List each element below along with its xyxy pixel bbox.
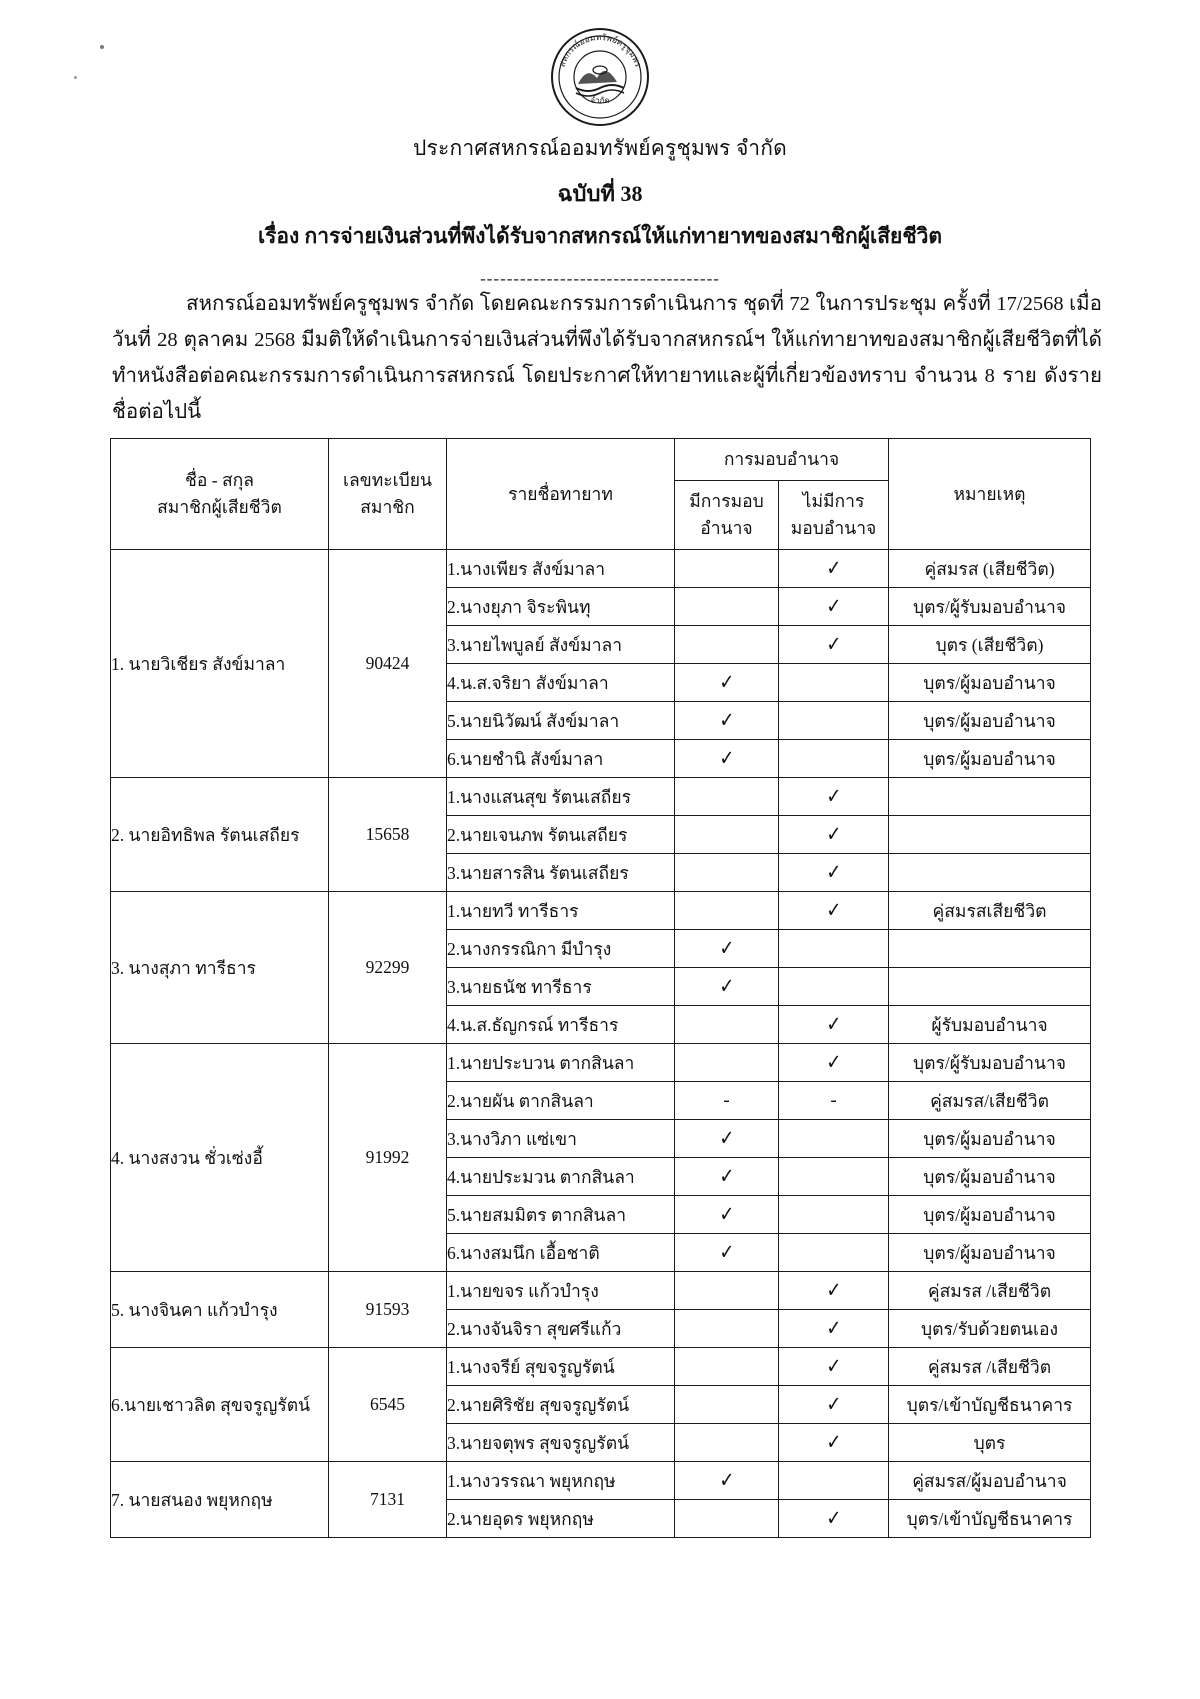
- cell-heir-name: 5.นายสมมิตร ตากสินลา: [447, 1196, 675, 1234]
- cell-heir-name: 5.นายนิวัฒน์ สังข์มาลา: [447, 702, 675, 740]
- cell-auth-yes: [675, 1386, 779, 1424]
- check-icon: ✓: [826, 593, 841, 618]
- cell-auth-yes: [675, 968, 779, 1006]
- cell-auth-yes: [675, 740, 779, 778]
- cell-heir-name: 1.นางเพียร สังข์มาลา: [447, 550, 675, 588]
- cell-auth-no: [779, 702, 889, 740]
- cell-auth-no: [779, 740, 889, 778]
- document-header: [0, 132, 1200, 289]
- cell-heir-name: 1.นายประบวน ตากสินลา: [447, 1044, 675, 1082]
- cell-auth-no: [779, 968, 889, 1006]
- table-row: [111, 1044, 1091, 1082]
- cell-member-name: 5. นางจินคา แก้วบำรุง: [111, 1272, 329, 1348]
- cell-auth-yes: [675, 1500, 779, 1538]
- th-member-name-line2: สมาชิกผู้เสียชีวิต: [157, 497, 282, 517]
- cell-auth-no: [779, 1234, 889, 1272]
- cell-auth-no: [779, 1044, 889, 1082]
- cell-auth-no: [779, 1462, 889, 1500]
- cell-auth-no: [779, 816, 889, 854]
- cell-registration-number: 91593: [329, 1272, 447, 1348]
- cell-auth-yes: [675, 1158, 779, 1196]
- check-icon: ✓: [826, 1315, 841, 1340]
- cell-heir-name: 2.นายศิริชัย สุขจรูญรัตน์: [447, 1386, 675, 1424]
- cell-auth-yes: [675, 702, 779, 740]
- cell-heir-name: 1.นางวรรณา พยุหกฤษ: [447, 1462, 675, 1500]
- cell-auth-yes: [675, 854, 779, 892]
- cell-auth-no: [779, 1158, 889, 1196]
- cell-auth-no: [779, 892, 889, 930]
- cell-remark: คู่สมรส/เสียชีวิต: [889, 1082, 1091, 1120]
- cell-auth-no: [779, 1348, 889, 1386]
- cell-auth-yes: [675, 1234, 779, 1272]
- cell-remark: บุตร/ผู้มอบอำนาจ: [889, 1196, 1091, 1234]
- cell-heir-name: 1.นายขจร แก้วบำรุง: [447, 1272, 675, 1310]
- check-icon: ✓: [826, 1011, 841, 1036]
- check-icon: ✓: [826, 1049, 841, 1074]
- cell-heir-name: 2.นางยุภา จิระพินทุ: [447, 588, 675, 626]
- cell-heir-name: 2.นายเจนภพ รัตนเสถียร: [447, 816, 675, 854]
- cell-heir-name: 4.น.ส.จริยา สังข์มาลา: [447, 664, 675, 702]
- check-icon: ✓: [719, 669, 734, 694]
- check-icon: ✓: [719, 1125, 734, 1150]
- check-icon: ✓: [719, 973, 734, 998]
- cell-auth-no: [779, 854, 889, 892]
- cell-auth-no: [779, 1500, 889, 1538]
- dash-icon: -: [830, 1089, 837, 1111]
- cell-heir-name: 3.นายไพบูลย์ สังข์มาลา: [447, 626, 675, 664]
- th-auth-no-line2: มอบอำนาจ: [790, 518, 877, 538]
- check-icon: ✓: [719, 1201, 734, 1226]
- th-reg-no: [329, 439, 447, 550]
- cell-auth-no: [779, 626, 889, 664]
- cell-auth-no: [779, 778, 889, 816]
- cell-registration-number: 92299: [329, 892, 447, 1044]
- cell-remark: บุตร/รับด้วยตนเอง: [889, 1310, 1091, 1348]
- cell-member-name: 6.นายเชาวลิต สุขจรูญรัตน์: [111, 1348, 329, 1462]
- cell-remark: บุตร/ผู้รับมอบอำนาจ: [889, 1044, 1091, 1082]
- check-icon: ✓: [826, 1505, 841, 1530]
- table-header-row-1: [111, 439, 1091, 481]
- cell-heir-name: 3.นายจตุพร สุขจรูญรัตน์: [447, 1424, 675, 1462]
- cell-heir-name: 6.นายชำนิ สังข์มาลา: [447, 740, 675, 778]
- cell-heir-name: 3.นางวิภา แซ่เขา: [447, 1120, 675, 1158]
- cell-auth-no: [779, 1006, 889, 1044]
- check-icon: ✓: [826, 821, 841, 846]
- cell-auth-yes: [675, 1006, 779, 1044]
- cell-remark: [889, 778, 1091, 816]
- cell-registration-number: 6545: [329, 1348, 447, 1462]
- table-row: [111, 1348, 1091, 1386]
- cell-remark: บุตร (เสียชีวิต): [889, 626, 1091, 664]
- cell-heir-name: 4.น.ส.ธัญกรณ์ ทารีธาร: [447, 1006, 675, 1044]
- body-paragraph: [112, 286, 1102, 430]
- cell-remark: คู่สมรส /เสียชีวิต: [889, 1348, 1091, 1386]
- cell-auth-yes: [675, 930, 779, 968]
- cell-heir-name: 4.นายประมวน ตากสินลา: [447, 1158, 675, 1196]
- table-row: [111, 550, 1091, 588]
- check-icon: ✓: [826, 1353, 841, 1378]
- cell-auth-yes: [675, 1462, 779, 1500]
- th-reg-no-line1: เลขทะเบียน: [343, 470, 432, 490]
- cell-remark: [889, 930, 1091, 968]
- th-member-name: [111, 439, 329, 550]
- check-icon: ✓: [719, 1467, 734, 1492]
- cell-remark: บุตร/ผู้มอบอำนาจ: [889, 1158, 1091, 1196]
- cell-member-name: 1. นายวิเชียร สังข์มาลา: [111, 550, 329, 778]
- heirs-table-wrapper: [110, 438, 1090, 1538]
- cell-auth-yes: [675, 1120, 779, 1158]
- cell-auth-no: [779, 1272, 889, 1310]
- check-icon: ✓: [826, 555, 841, 580]
- cell-auth-no: [779, 550, 889, 588]
- heirs-table: [110, 438, 1091, 1538]
- table-row: [111, 1272, 1091, 1310]
- th-member-name-line1: ชื่อ - สกุล: [185, 470, 254, 490]
- cell-auth-no: [779, 1196, 889, 1234]
- paragraph-text: สหกรณ์ออมทรัพย์ครูชุมพร จำกัด โดยคณะกรรมการดำเนินการ ชุดที่ 72 ในการประชุม ครั้งที่ 17/2568 เมื่อวันที่ 28 ตุลาคม 2568 มีมติให้ดำเนินการจ่ายเงินส่วนที่พึงได้รับจากสหกรณ์ฯ ให้แก่ทายาทของสมาชิกผู้เสียชีวิตที่ได้ทำหนังสือต่อคณะกรรมการดำเนินการสหกรณ์ โดยประกาศให้ทายาทและผู้ที่เกี่ยวข้องทราบ จำนวน 8 ราย ดังรายชื่อต่อไปนี้: [112, 293, 1102, 423]
- cell-heir-name: 2.นางจันจิรา สุขศรีแก้ว: [447, 1310, 675, 1348]
- cell-heir-name: 2.นางกรรณิกา มีบำรุง: [447, 930, 675, 968]
- check-icon: ✓: [826, 783, 841, 808]
- cell-remark: บุตร/ผู้มอบอำนาจ: [889, 1234, 1091, 1272]
- cell-auth-yes: [675, 816, 779, 854]
- th-auth-no-line1: ไม่มีการ: [802, 491, 865, 511]
- svg-text:จำกัด: จำกัด: [590, 96, 610, 105]
- cell-auth-no: [779, 664, 889, 702]
- cell-auth-yes: [675, 1310, 779, 1348]
- table-header: [111, 439, 1091, 550]
- cell-remark: [889, 968, 1091, 1006]
- dash-icon: -: [723, 1089, 730, 1111]
- cell-remark: บุตร/ผู้มอบอำนาจ: [889, 664, 1091, 702]
- cell-auth-no: [779, 1120, 889, 1158]
- cell-auth-no: [779, 588, 889, 626]
- check-icon: ✓: [719, 745, 734, 770]
- cell-registration-number: 90424: [329, 550, 447, 778]
- cell-registration-number: 15658: [329, 778, 447, 892]
- table-row: [111, 892, 1091, 930]
- cell-auth-yes: [675, 778, 779, 816]
- cell-heir-name: 2.นายอุดร พยุหกฤษ: [447, 1500, 675, 1538]
- cell-auth-yes: [675, 550, 779, 588]
- check-icon: ✓: [826, 631, 841, 656]
- cell-remark: [889, 854, 1091, 892]
- cell-member-name: 7. นายสนอง พยุหกฤษ: [111, 1462, 329, 1538]
- cell-heir-name: 3.นายธนัช ทารีธาร: [447, 968, 675, 1006]
- table-row: [111, 778, 1091, 816]
- cell-remark: คู่สมรสเสียชีวิต: [889, 892, 1091, 930]
- table-body: [111, 550, 1091, 1538]
- cell-registration-number: 7131: [329, 1462, 447, 1538]
- th-auth-no: [779, 481, 889, 550]
- check-icon: ✓: [719, 1163, 734, 1188]
- check-icon: ✓: [826, 1429, 841, 1454]
- seal-icon: [545, 26, 655, 128]
- cell-remark: บุตร: [889, 1424, 1091, 1462]
- cell-remark: ผู้รับมอบอำนาจ: [889, 1006, 1091, 1044]
- cell-remark: [889, 816, 1091, 854]
- cell-auth-yes: [675, 1348, 779, 1386]
- cell-member-name: 2. นายอิทธิพล รัตนเสถียร: [111, 778, 329, 892]
- cell-auth-no: [779, 1310, 889, 1348]
- check-icon: ✓: [826, 859, 841, 884]
- cell-auth-no: [779, 1424, 889, 1462]
- cell-remark: บุตร/ผู้มอบอำนาจ: [889, 702, 1091, 740]
- cell-heir-name: 1.นางจรีย์ สุขจรูญรัตน์: [447, 1348, 675, 1386]
- cell-auth-yes: [675, 626, 779, 664]
- divider: ------------------------------------: [480, 269, 720, 288]
- cell-heir-name: 6.นางสมนึก เอื้อชาติ: [447, 1234, 675, 1272]
- cell-auth-yes: [675, 1424, 779, 1462]
- cell-remark: บุตร/เข้าบัญชีธนาคาร: [889, 1386, 1091, 1424]
- check-icon: ✓: [719, 1239, 734, 1264]
- cell-member-name: 4. นางสงวน ชั่วเซ่งอี้: [111, 1044, 329, 1272]
- cell-remark: บุตร/ผู้มอบอำนาจ: [889, 1120, 1091, 1158]
- cell-auth-yes: [675, 588, 779, 626]
- th-heir-name: รายชื่อทายาท: [447, 439, 675, 550]
- cell-remark: คู่สมรส (เสียชีวิต): [889, 550, 1091, 588]
- cell-auth-yes: [675, 1044, 779, 1082]
- cell-auth-no: [779, 1386, 889, 1424]
- svg-text:สหกรณ์ออมทรัพย์ครูชุมพร: สหกรณ์ออมทรัพย์ครูชุมพร: [556, 31, 644, 69]
- cooperative-seal-logo: [0, 26, 1200, 128]
- cell-remark: คู่สมรส/ผู้มอบอำนาจ: [889, 1462, 1091, 1500]
- check-icon: ✓: [826, 897, 841, 922]
- cell-remark: บุตร/เข้าบัญชีธนาคาร: [889, 1500, 1091, 1538]
- cell-heir-name: 3.นายสารสิน รัตนเสถียร: [447, 854, 675, 892]
- check-icon: ✓: [719, 935, 734, 960]
- th-authorization: การมอบอำนาจ: [675, 439, 889, 481]
- cell-auth-no: [779, 1082, 889, 1120]
- check-icon: ✓: [826, 1391, 841, 1416]
- table-row: [111, 1462, 1091, 1500]
- th-remark: หมายเหตุ: [889, 439, 1091, 550]
- cell-heir-name: 1.นางแสนสุข รัตนเสถียร: [447, 778, 675, 816]
- cell-heir-name: 1.นายทวี ทารีธาร: [447, 892, 675, 930]
- check-icon: ✓: [719, 707, 734, 732]
- th-auth-yes-line2: อำนาจ: [700, 518, 753, 538]
- cell-auth-yes: [675, 664, 779, 702]
- cell-auth-no: [779, 930, 889, 968]
- subject-line: เรื่อง การจ่ายเงินส่วนที่พึงได้รับจากสหกรณ์ให้แก่ทายาทของสมาชิกผู้เสียชีวิต: [257, 224, 943, 248]
- org-title: ประกาศสหกรณ์ออมทรัพย์ครูชุมพร จำกัด: [412, 136, 788, 160]
- cell-heir-name: 2.นายผัน ตากสินลา: [447, 1082, 675, 1120]
- cell-auth-yes: [675, 1196, 779, 1234]
- cell-remark: บุตร/ผู้มอบอำนาจ: [889, 740, 1091, 778]
- cell-remark: บุตร/ผู้รับมอบอำนาจ: [889, 588, 1091, 626]
- issue-number: ฉบับที่ 38: [557, 181, 643, 206]
- check-icon: ✓: [826, 1277, 841, 1302]
- cell-member-name: 3. นางสุภา ทารีธาร: [111, 892, 329, 1044]
- th-auth-yes-line1: มีการมอบ: [689, 491, 764, 511]
- cell-registration-number: 91992: [329, 1044, 447, 1272]
- cell-auth-yes: [675, 892, 779, 930]
- cell-auth-yes: [675, 1082, 779, 1120]
- th-reg-no-line2: สมาชิก: [360, 497, 415, 517]
- cell-remark: คู่สมรส /เสียชีวิต: [889, 1272, 1091, 1310]
- cell-auth-yes: [675, 1272, 779, 1310]
- th-auth-yes: [675, 481, 779, 550]
